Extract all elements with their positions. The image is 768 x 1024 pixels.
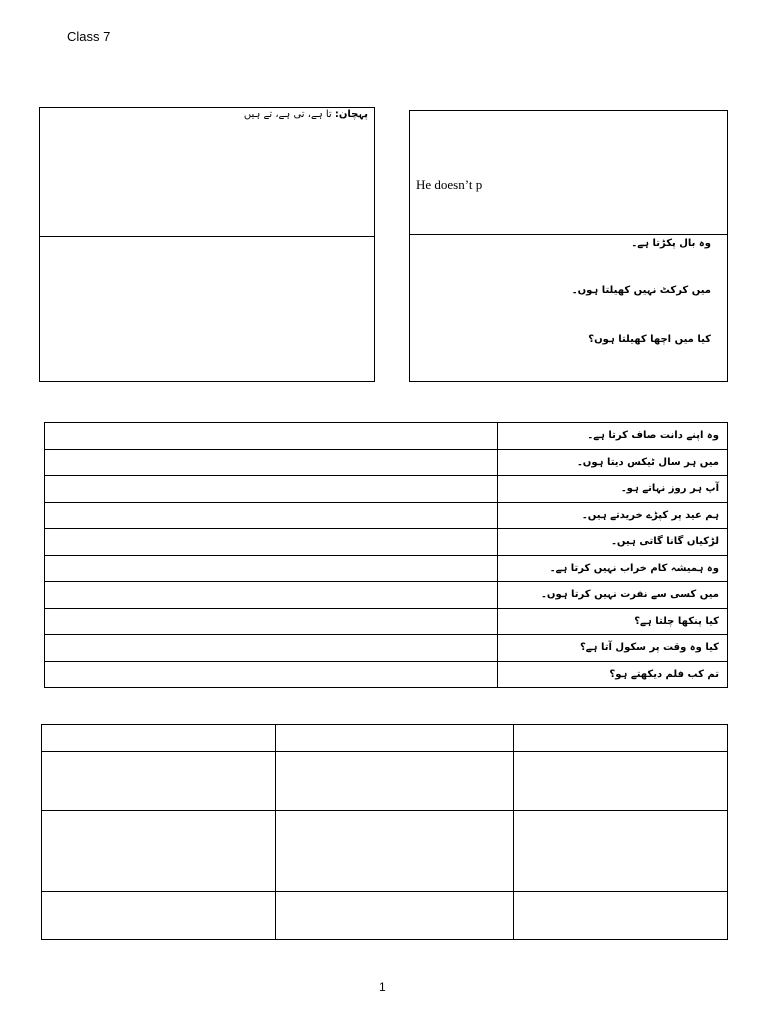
- grid-cell: [514, 725, 728, 752]
- answer-cell: [45, 476, 498, 503]
- grid-cell: [42, 725, 276, 752]
- urdu-cell: میں کسی سے نفرت نہیں کرتا ہوں۔: [498, 582, 728, 609]
- answer-cell: [45, 502, 498, 529]
- grid-cell: [42, 892, 276, 940]
- identification-box-divider: [40, 236, 374, 237]
- answer-cell: [45, 635, 498, 662]
- answer-cell: [45, 661, 498, 688]
- table-row: [45, 635, 728, 662]
- urdu-cell: لڑکیاں گانا گاتی ہیں۔: [498, 529, 728, 556]
- table-row: [45, 582, 728, 609]
- answer-cell: [45, 608, 498, 635]
- table-row: [45, 555, 728, 582]
- answer-cell: [45, 582, 498, 609]
- answer-cell: [45, 529, 498, 556]
- urdu-cell: وہ اپنے دانت صاف کرتا ہے۔: [498, 423, 728, 450]
- table-row: [45, 476, 728, 503]
- table-row: [45, 502, 728, 529]
- grid-cell: [276, 892, 514, 940]
- identification-heading-label: پہچان:: [334, 109, 368, 120]
- urdu-cell: وہ ہمیشہ کام خراب نہیں کرتا ہے۔: [498, 555, 728, 582]
- urdu-cell: ہم عید پر کپڑے خریدتے ہیں۔: [498, 502, 728, 529]
- urdu-cell: کیا وہ وقت پر سکول آتا ہے؟: [498, 635, 728, 662]
- grid-cell: [276, 725, 514, 752]
- grid-cell: [276, 752, 514, 811]
- urdu-sentence: وہ بال پکڑتا ہے۔: [631, 238, 711, 249]
- translation-box: [409, 110, 728, 382]
- grid-cell: [514, 811, 728, 892]
- sentence-table: [44, 422, 728, 688]
- table-row: [45, 423, 728, 450]
- blank-grid-table: [41, 724, 728, 940]
- translation-box-divider: [410, 234, 727, 235]
- urdu-sentence: میں کرکٹ نہیں کھیلتا ہوں۔: [571, 285, 711, 296]
- grid-cell: [42, 752, 276, 811]
- table-row: [45, 449, 728, 476]
- table-row: [45, 608, 728, 635]
- grid-cell: [276, 811, 514, 892]
- class-label: Class 7: [67, 29, 111, 44]
- page-number: 1: [379, 980, 386, 994]
- urdu-cell: کیا پنکھا چلتا ہے؟: [498, 608, 728, 635]
- table-row: [45, 529, 728, 556]
- identification-heading-text: تا ہے، تی ہے، تے ہیں: [243, 109, 335, 120]
- grid-cell: [514, 752, 728, 811]
- urdu-cell: تم کب فلم دیکھتے ہو؟: [498, 661, 728, 688]
- grid-row: [42, 892, 728, 940]
- answer-cell: [45, 449, 498, 476]
- grid-cell: [42, 811, 276, 892]
- table-row: [45, 661, 728, 688]
- grid-cell: [514, 892, 728, 940]
- grid-row: [42, 752, 728, 811]
- grid-row: [42, 811, 728, 892]
- answer-cell: [45, 555, 498, 582]
- answer-cell: [45, 423, 498, 450]
- urdu-sentence: کیا میں اچھا کھیلتا ہوں؟: [588, 334, 711, 345]
- identification-box: [39, 107, 375, 382]
- english-sentence: He doesn’t p: [416, 177, 483, 192]
- grid-header-row: [42, 725, 728, 752]
- identification-heading: [244, 109, 368, 120]
- urdu-cell: آپ ہر روز نہاتے ہو۔: [498, 476, 728, 503]
- urdu-cell: میں ہر سال ٹیکس دیتا ہوں۔: [498, 449, 728, 476]
